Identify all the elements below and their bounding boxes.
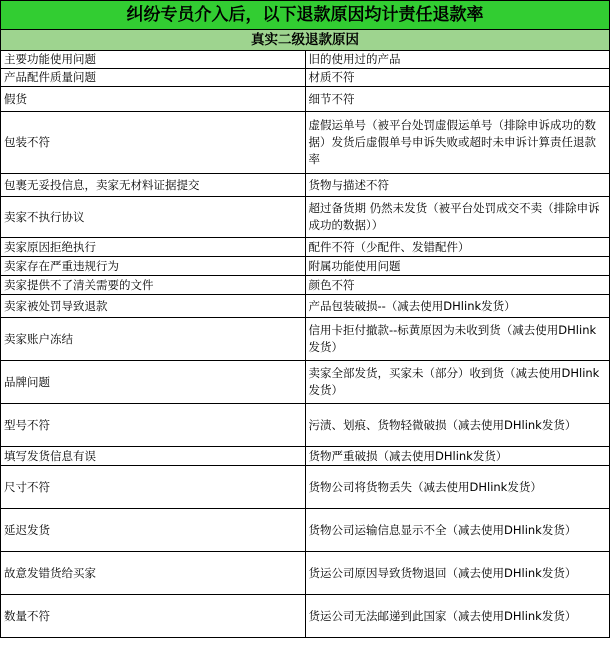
right-reason-cell: 货物公司将货物丢失（减去使用DHlink发货）	[305, 466, 610, 509]
table-row	[1, 595, 610, 638]
left-reason-cell: 卖家不执行协议	[1, 197, 306, 238]
left-reason-cell: 填写发货信息有误	[1, 447, 306, 466]
left-reason-cell: 包装不符	[1, 112, 306, 174]
left-reason-cell: 卖家被处罚导致退款	[1, 295, 306, 318]
table-row	[1, 112, 610, 174]
subtitle-row	[1, 30, 610, 51]
table-row	[1, 51, 610, 69]
right-reason-cell: 附属功能使用问题	[305, 257, 610, 276]
table-row	[1, 466, 610, 509]
right-reason-cell: 货物公司运输信息显示不全（减去使用DHlink发货）	[305, 509, 610, 552]
table-row	[1, 238, 610, 257]
table-row	[1, 257, 610, 276]
right-reason-cell: 卖家全部发货，买家未（部分）收到货（减去使用DHlink发货）	[305, 361, 610, 404]
table-row	[1, 174, 610, 197]
left-reason-cell: 假货	[1, 87, 306, 112]
table-row	[1, 276, 610, 295]
left-reason-cell: 卖家提供不了清关需要的文件	[1, 276, 306, 295]
right-reason-cell: 材质不符	[305, 69, 610, 87]
left-reason-cell: 主要功能使用问题	[1, 51, 306, 69]
table-subtitle: 真实二级退款原因	[1, 30, 610, 51]
left-reason-cell: 卖家账户冻结	[1, 318, 306, 361]
table-row	[1, 447, 610, 466]
right-reason-cell: 货运公司原因导致货物退回（减去使用DHlink发货）	[305, 552, 610, 595]
right-reason-cell: 信用卡拒付撤款--标黄原因为未收到货（减去使用DHlink发货）	[305, 318, 610, 361]
table-row	[1, 69, 610, 87]
table-row	[1, 361, 610, 404]
table-row	[1, 552, 610, 595]
table-row	[1, 509, 610, 552]
right-reason-cell: 旧的使用过的产品	[305, 51, 610, 69]
right-reason-cell: 产品包装破损--（减去使用DHlink发货）	[305, 295, 610, 318]
table-row	[1, 318, 610, 361]
table-row	[1, 87, 610, 112]
title-row	[1, 1, 610, 30]
right-reason-cell: 货物严重破损（减去使用DHlink发货）	[305, 447, 610, 466]
left-reason-cell: 尺寸不符	[1, 466, 306, 509]
left-reason-cell: 包裹无妥投信息，卖家无材料证据提交	[1, 174, 306, 197]
table-title: 纠纷专员介入后，以下退款原因均计责任退款率	[1, 1, 610, 30]
table-row	[1, 404, 610, 447]
left-reason-cell: 卖家原因拒绝执行	[1, 238, 306, 257]
right-reason-cell: 虚假运单号（被平台处罚虚假运单号（排除申诉成功的数据）发货后虚假单号申诉失败或超时未申诉计算责任退款率	[305, 112, 610, 174]
left-reason-cell: 产品配件质量问题	[1, 69, 306, 87]
left-reason-cell: 品牌问题	[1, 361, 306, 404]
left-reason-cell: 延迟发货	[1, 509, 306, 552]
right-reason-cell: 污渍、划痕、货物轻微破损（减去使用DHlink发货）	[305, 404, 610, 447]
right-reason-cell: 颜色不符	[305, 276, 610, 295]
right-reason-cell: 货物与描述不符	[305, 174, 610, 197]
left-reason-cell: 数量不符	[1, 595, 306, 638]
right-reason-cell: 配件不符（少配件、发错配件）	[305, 238, 610, 257]
table-row	[1, 295, 610, 318]
right-reason-cell: 超过备货期 仍然未发货（被平台处罚成交不卖（排除申诉成功的数据））	[305, 197, 610, 238]
left-reason-cell: 故意发错货给买家	[1, 552, 306, 595]
table-row	[1, 197, 610, 238]
left-reason-cell: 卖家存在严重违规行为	[1, 257, 306, 276]
right-reason-cell: 货运公司无法邮递到此国家（减去使用DHlink发货）	[305, 595, 610, 638]
left-reason-cell: 型号不符	[1, 404, 306, 447]
right-reason-cell: 细节不符	[305, 87, 610, 112]
